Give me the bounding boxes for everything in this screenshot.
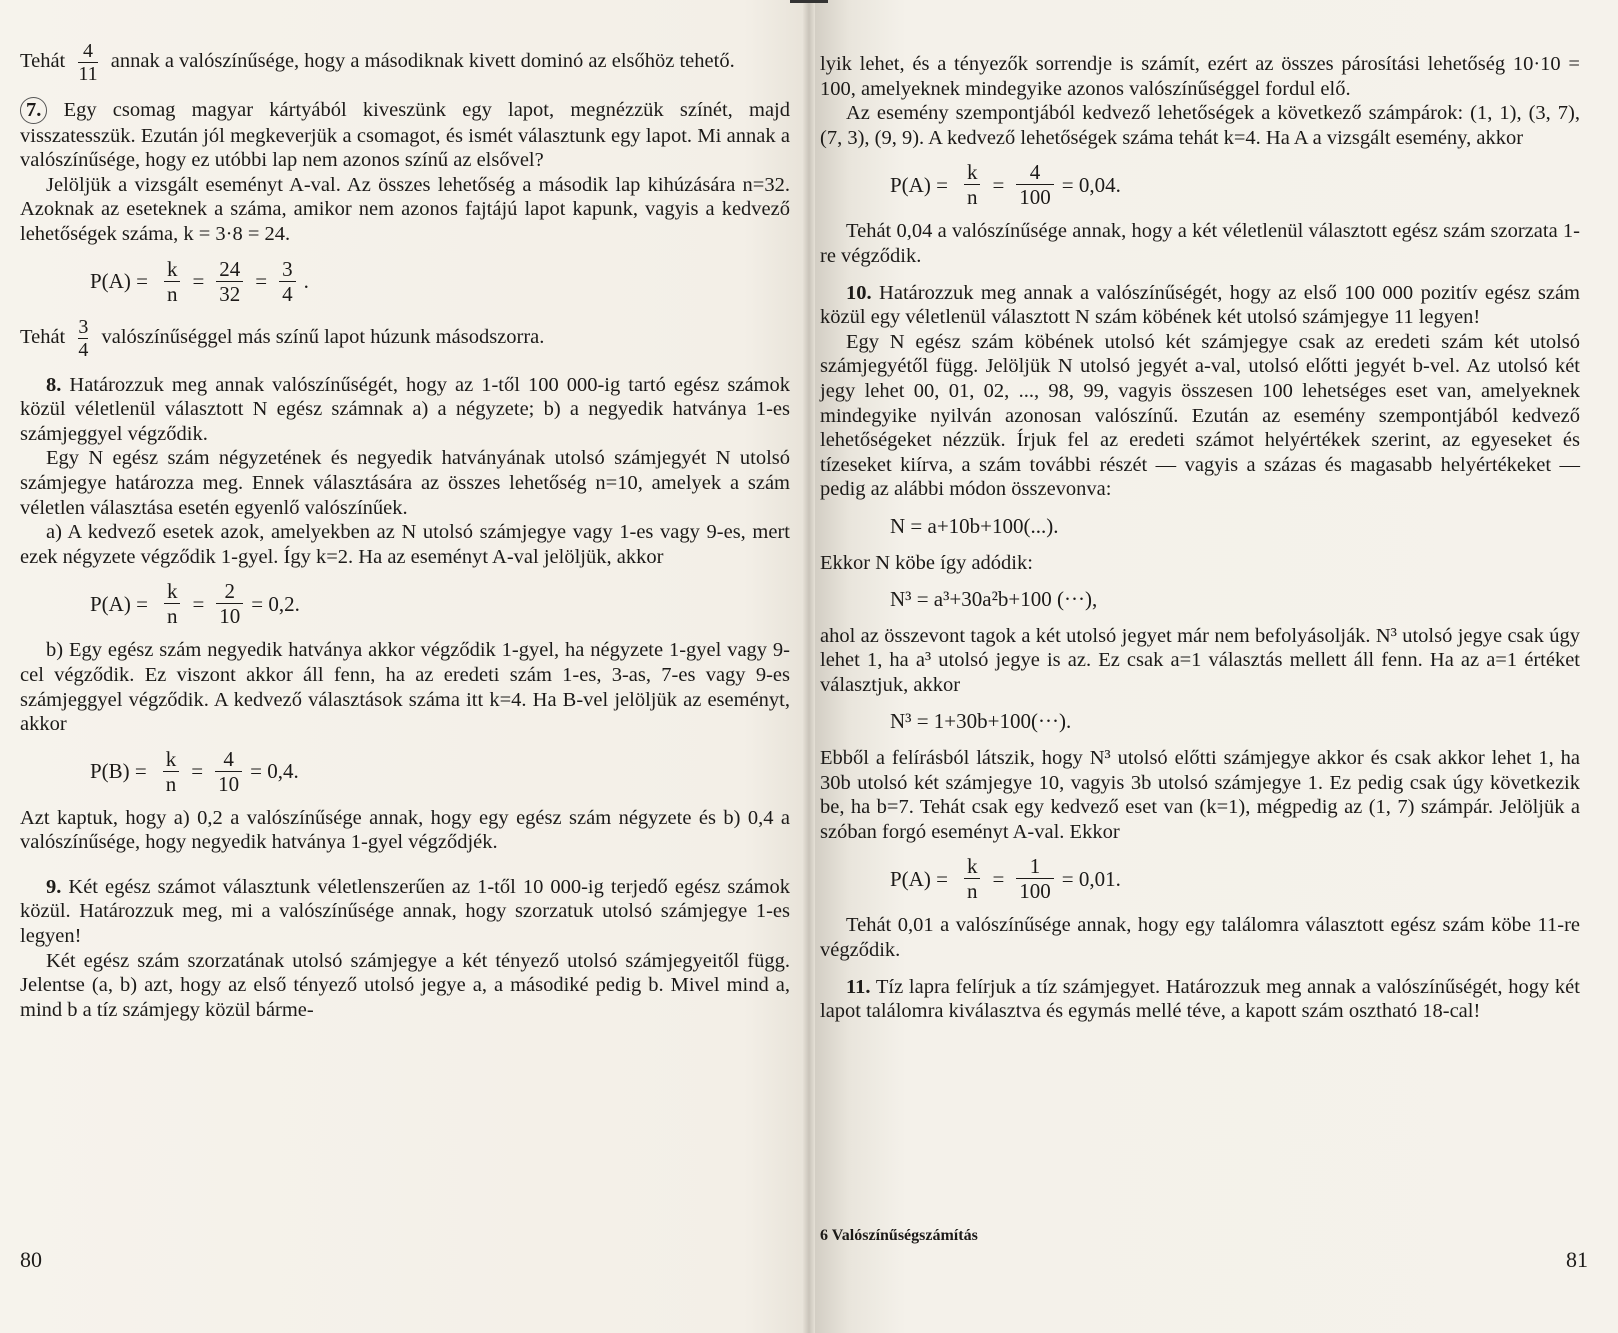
exercise-10-number: 10. bbox=[846, 281, 872, 304]
right-page-layer bbox=[809, 0, 1618, 1333]
formula-8-end: = 0,01. bbox=[1061, 866, 1121, 891]
exercise-9-conclusion: Tehát 0,04 a valószínűsége annak, hogy a két véletlenül választott egész szám szorzata 1-re végződik. bbox=[820, 220, 1580, 267]
exercise-8-solution: Egy N egész szám négyzetének és negyedik hatványának utolsó számjegyét N utolsó számjegye határozza meg. Ennek választására az összes lehetőség n=10, amelyek a szám véletlen választása esetén egyenlő valószínűek. bbox=[20, 447, 790, 519]
intro-frac-den: 11 bbox=[78, 63, 98, 85]
exercise-8-part-a: a) A kedvező esetek azok, amelyekben az N utolsó számjegye vagy 1-es vagy 9-es, mert ezek négyzete végződik 1-gyel. Így k=2. Ha az eseményt A-val jelöljük, akkor bbox=[20, 521, 790, 568]
exercise-9-statement bbox=[20, 875, 790, 949]
formula-2-den1: n bbox=[166, 604, 178, 629]
right-page-text bbox=[820, 52, 1580, 1024]
formula-3-den2: 10 bbox=[218, 771, 240, 796]
formula-4-end: = 0,04. bbox=[1061, 172, 1121, 197]
page-number-left: 80 bbox=[20, 1247, 42, 1272]
page-number-right: 81 bbox=[1566, 1247, 1588, 1272]
exercise-9-text: Két egész számot választunk véletlenszerűen az 1-től 10 000-ig terjedő egész számok közül. Határozzuk meg, mi a valószínűsége annak, hogy szorzatuk utolsó számjegye 1-es legyen! bbox=[20, 875, 791, 948]
exercise-11-text: Tíz lapra felírjuk a tíz számjegyet. Határozzuk meg annak a valószínűségét, hogy két lapot találomra kiválasztva és egymás mellé téve, a kapott szám osztható 18-cal! bbox=[820, 975, 1580, 1023]
formula-4-den1: n bbox=[966, 185, 978, 210]
formula-3-num1: k bbox=[165, 746, 177, 771]
formula-3-lhs: P(B) = bbox=[90, 758, 147, 783]
formula-8-num2: 1 bbox=[1029, 854, 1041, 879]
formula-4-lhs: P(A) = bbox=[890, 172, 948, 197]
formula-3-num2: 4 bbox=[223, 746, 234, 771]
exercise-7-statement bbox=[20, 97, 790, 173]
formula-3: P(B) = $\frac{k}{n}$ = $\frac{4}{10}$ = 0,4. bbox=[90, 746, 299, 796]
exercise-8-text: Határozzuk meg annak valószínűségét, hogy az 1-től 100 000-ig tartó egész számok közül véletlenül választott N egész számnak a) a négyzete; b) a negyedik hatványa 1-es számjeggyel végződik. bbox=[20, 373, 790, 445]
formula-2-lhs: P(A) = bbox=[90, 591, 148, 616]
formula-7: N³ = 1+30b+100(···). bbox=[890, 709, 1072, 734]
exercise-7-conclusion bbox=[20, 316, 790, 361]
exercise-7-solution: Jelöljük a vizsgált eseményt A-val. Az összes lehetőség a második lap kihúzására n=32. Azoknak az eseteknek a száma, amikor nem azonos fajtájú lapot kapunk, vagyis a kedvező lehetőségek száma, k = 3·8 = 24. bbox=[20, 173, 790, 245]
formula-8: P(A) = $\frac{k}{n}$ = $\frac{1}{100}$ = 0,01. bbox=[890, 854, 1121, 904]
formula-2-den2: 10 bbox=[219, 604, 241, 629]
ex7-concl-den: 4 bbox=[78, 338, 89, 361]
formula-1-num3: 3 bbox=[282, 256, 293, 281]
chapter-footer-title: 6 Valószínűségszámítás bbox=[820, 1227, 978, 1244]
exercise-8-number: 8. bbox=[46, 373, 62, 396]
formula-3-end: = 0,4. bbox=[250, 758, 299, 783]
formula-5: N = a+10b+100(...). bbox=[890, 513, 1059, 538]
exercise-9-solution: Két egész szám szorzatának utolsó számjegye a két tényező utolsó számjegyeitől függ. Jelentse (a, b) azt, hogy az első tényező utolsó jegye a, a másodiké pedig b. Mivel mind a, mind b a tíz számjegy közül bárme- bbox=[20, 949, 790, 1021]
exercise-10-solution: Egy N egész szám köbének utolsó két számjegye csak az eredeti szám két utolsó számjegyétől függ. Jelöljük N utolsó jegyét a-val, utolsó előtti jegyét b-vel. Az utolsó két jegy lehet 00, 01, 02, ..., 98, 99, vagyis összesen 100 lehetséges eset van, amelyeknek mindegyike nyilván azonosan valószínű. Ezután az esemény szempontjából kedvező lehetőségeket nézzük. Írjuk fel az eredeti számot helyértékek szerint, az egyeseket és tízeseket kiírva, a szám további részét — vagyis a százas és magasabb helyértékeket — pedig az alábbi módon összevonva: bbox=[820, 330, 1580, 501]
formula-1-num1: k bbox=[166, 256, 178, 281]
formula-2-num2: 2 bbox=[224, 579, 236, 604]
exercise-8-conclusion: Azt kaptuk, hogy a) 0,2 a valószínűsége annak, hogy egy egész szám négyzete és b) 0,4 a valószínűsége, hogy negyedik hatványa 1-gyel végződjék. bbox=[20, 806, 790, 854]
ex7-concl-post: valószínűséggel más színű lapot húzunk másodszorra. bbox=[101, 325, 545, 348]
formula-6: N³ = a³+30a²b+100 (···), bbox=[890, 587, 1098, 612]
exercise-11-number: 11. bbox=[846, 975, 871, 998]
ebbol-paragraph: Ebből a felírásból látszik, hogy N³ utolsó előtti számjegye akkor és csak akkor lehet 1, ha 30b utolsó két számjegye 10, vagyis 3b utolsó számjegye 1. Ez pedig csak úgy következik be, ha b=7. Tehát csak egy kedvező eset van (k=1), mégpedig az (1, 7) számpár. Jelöljük a szóban forgó eseményt A-val. Ekkor bbox=[820, 747, 1580, 843]
ekkor-line: Ekkor N köbe így adódik: bbox=[820, 551, 1033, 574]
formula-8-den2: 100 bbox=[1019, 879, 1051, 904]
formula-1-den3: 4 bbox=[282, 281, 293, 306]
exercise-7-number: 7. bbox=[20, 97, 47, 124]
formula-1: P(A) = $\frac{k}{n}$ = $\frac{24}{32}$ = $\frac{3}{4}$ . bbox=[90, 256, 309, 306]
ex7-concl-pre: Tehát bbox=[20, 325, 66, 348]
ex7-concl-num: 3 bbox=[78, 315, 89, 338]
exercise-10-text: Határozzuk meg annak a valószínűségét, hogy az első 100 000 pozitív egész szám közül egy véletlenül választott N szám köbének két utolsó számjegye 11 legyen! bbox=[820, 281, 1580, 329]
formula-1-lhs: P(A) = bbox=[90, 268, 148, 293]
formula-8-den1: n bbox=[966, 879, 978, 904]
intro-paragraph bbox=[20, 40, 790, 85]
formula-4-den2: 100 bbox=[1019, 185, 1051, 210]
exercise-10-conclusion: Tehát 0,01 a valószínűsége annak, hogy egy találomra választott egész szám köbe 11-re végződik. bbox=[820, 914, 1580, 962]
formula-2-num1: k bbox=[166, 579, 178, 604]
intro-fraction bbox=[78, 40, 97, 85]
formula-2: P(A) = $\frac{k}{n}$ = $\frac{2}{10}$ = 0,2. bbox=[90, 579, 300, 629]
ahol-paragraph: ahol az összevont tagok a két utolsó jegyet már nem befolyásolják. N³ utolsó jegye csak úgy lehet 1, ha a³ utolsó jegye is az. Ez csak a=1 választás mellett áll fenn. Ha az a=1 értéket választjuk, akkor bbox=[820, 624, 1580, 696]
formula-8-lhs: P(A) = bbox=[890, 866, 948, 891]
formula-4: P(A) = $\frac{k}{n}$ = $\frac{4}{100}$ = 0,04. bbox=[890, 160, 1121, 210]
formula-4-num1: k bbox=[966, 160, 978, 185]
formula-2-end: = 0,2. bbox=[251, 591, 300, 616]
exercise-10-statement bbox=[820, 281, 1580, 330]
favourable-outcomes: Az esemény szempontjából kedvező lehetőségek a következő számpárok: (1, 1), (3, 7), (7, 3), (9, 9). A kedvező lehetőségek száma tehát k=4. Ha A a vizsgált esemény, akkor bbox=[820, 102, 1580, 149]
formula-1-num2: 24 bbox=[219, 256, 241, 281]
intro-pre: Tehát bbox=[20, 50, 66, 73]
formula-1-end: . bbox=[303, 268, 309, 293]
formula-1-den2: 32 bbox=[219, 281, 241, 306]
intro-post: annak a valószínűsége, hogy a másodiknak kivett dominó az elsőhöz tehető. bbox=[110, 50, 735, 73]
exercise-8-statement bbox=[20, 373, 790, 447]
exercise-11-statement bbox=[820, 975, 1580, 1024]
formula-8-num1: k bbox=[966, 854, 978, 879]
left-page-text bbox=[20, 40, 790, 1022]
ex7-concl-fraction bbox=[78, 316, 88, 361]
formula-1-den1: n bbox=[166, 281, 178, 306]
exercise-9-continuation: lyik lehet, és a tényezők sorrendje is számít, ezért az összes párosítási lehetőség 10·10 = 100, amelyeknek mindegyike azonos valószínűséggel fordul elő. bbox=[820, 53, 1580, 100]
exercise-7-text: Egy csomag magyar kártyából kiveszünk egy lapot, megnézzük színét, majd visszatesszük. Ezután jól megkeverjük a csomagot, és ismét választunk egy lapot. Mi annak a valószínűsége, hogy ez utóbbi lap nem azonos színű az elsővel? bbox=[20, 99, 791, 172]
exercise-8-part-b: b) Egy egész szám negyedik hatványa akkor végződik 1-gyel, ha négyzete 1-gyel vagy 9-cel végződik. Ez viszont akkor áll fenn, ha az eredeti szám 1-es, 3-as, 7-es vagy 9-es számjeggyel végződik. A kedvező választások száma itt k=4. Ha B-vel jelöljük az eseményt, akkor bbox=[20, 639, 790, 736]
exercise-9-number: 9. bbox=[46, 875, 62, 898]
formula-4-num2: 4 bbox=[1029, 160, 1041, 185]
formula-3-den1: n bbox=[165, 771, 177, 796]
intro-frac-num: 4 bbox=[82, 40, 93, 62]
